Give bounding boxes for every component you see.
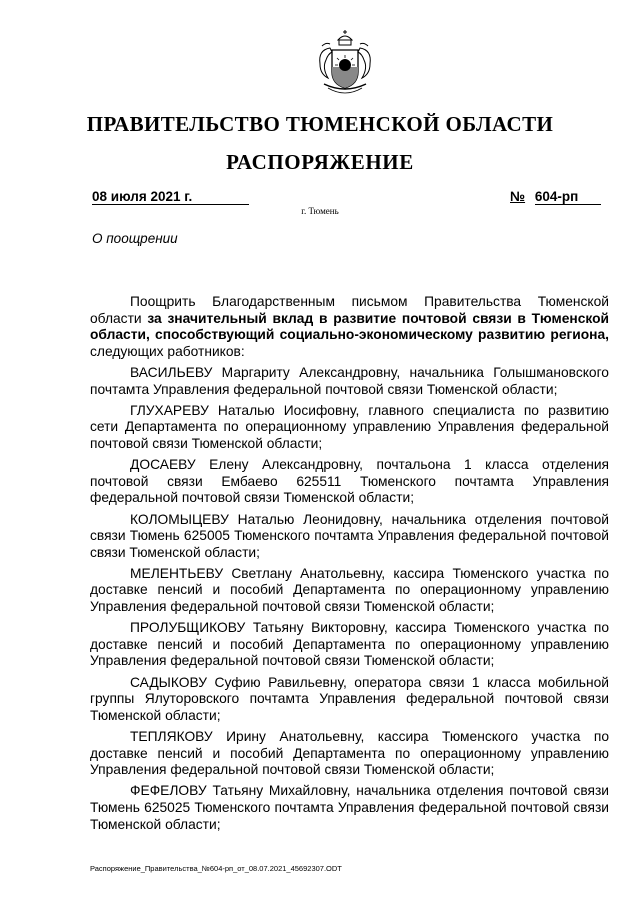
footer-filename: Распоряжение_Правительства_№604-рп_от_08.07.2021_45692307.ODT bbox=[90, 864, 342, 873]
document-number: 604-рп bbox=[535, 189, 601, 205]
document-subject: О поощрении bbox=[92, 231, 178, 246]
coat-of-arms-emblem bbox=[308, 28, 382, 102]
intro-text-start: Поощрить Благодарственным письмом Правительства Тюменской области bbox=[90, 294, 609, 326]
number-sign: № bbox=[510, 189, 526, 204]
list-item: МЕЛЕНТЬЕВУ Светлану Анатольевну, кассира Тюменского участка по доставке пенсий и пособий Департамента по операционному управлению Управления федеральной почтовой связи Тюменской области; bbox=[90, 565, 609, 615]
list-item: ДОСАЕВУ Елену Александровну, почтальона 1 класса отделения почтовой связи Ембаево 625511 Тюменского почтамта Управления федеральной почтовой связи Тюменской области; bbox=[90, 457, 609, 506]
document-body bbox=[90, 294, 609, 838]
list-item: ГЛУХАРЕВУ Наталью Иосифовну, главного специалиста по развитию сети Департамента по операционному управлению Управления федеральной почтовой связи Тюменской области; bbox=[90, 402, 609, 451]
document-type-title: РАСПОРЯЖЕНИЕ bbox=[226, 150, 414, 174]
intro-text-bold: за значительный вклад в развитие почтовой связи в Тюменской области, способствующий социально-экономическому развитию региона, bbox=[90, 310, 610, 343]
list-item: ВАСИЛЬЕВУ Маргариту Александровну, начальника Голышмановского почтамта Управления федеральной почтовой связи Тюменской области; bbox=[90, 364, 609, 397]
intro-paragraph bbox=[90, 294, 609, 360]
list-item: КОЛОМЫЦЕВУ Наталью Леонидовну, начальника отделения почтовой связи Тюмень 625005 Тюменского почтамта Управления федеральной почтовой связи Тюменской области; bbox=[90, 511, 609, 560]
document-city: г. Тюмень bbox=[301, 206, 339, 216]
list-item: ТЕПЛЯКОВУ Ирину Анатольевну, кассира Тюменского участка по доставке пенсий и пособий Департамента по операционному управлению Управления федеральной почтовой связи Тюменской области; bbox=[90, 729, 609, 778]
list-item: ФЕФЕЛОВУ Татьяну Михайловну, начальника отделения почтовой связи Тюмень 625025 Тюменского почтамта Управления федеральной почтовой связи Тюменской области; bbox=[90, 783, 609, 832]
intro-text-end: следующих работников: bbox=[90, 343, 245, 359]
document-number-block bbox=[510, 189, 601, 205]
list-item: ПРОЛУБЩИКОВУ Татьяну Викторовну, кассира Тюменского участка по доставке пенсий и пособий Департамента по операционному управлению Управления федеральной почтовой связи Тюменской области; bbox=[90, 620, 609, 669]
government-title: ПРАВИТЕЛЬСТВО ТЮМЕНСКОЙ ОБЛАСТИ bbox=[86, 112, 554, 136]
document-date: 08 июля 2021 г. bbox=[92, 189, 249, 205]
list-item: САДЫКОВУ Суфию Равильевну, оператора связи 1 класса мобильной группы Ялуторовского почтамта Управления федеральной почтовой связи Тюменской области; bbox=[90, 674, 609, 723]
